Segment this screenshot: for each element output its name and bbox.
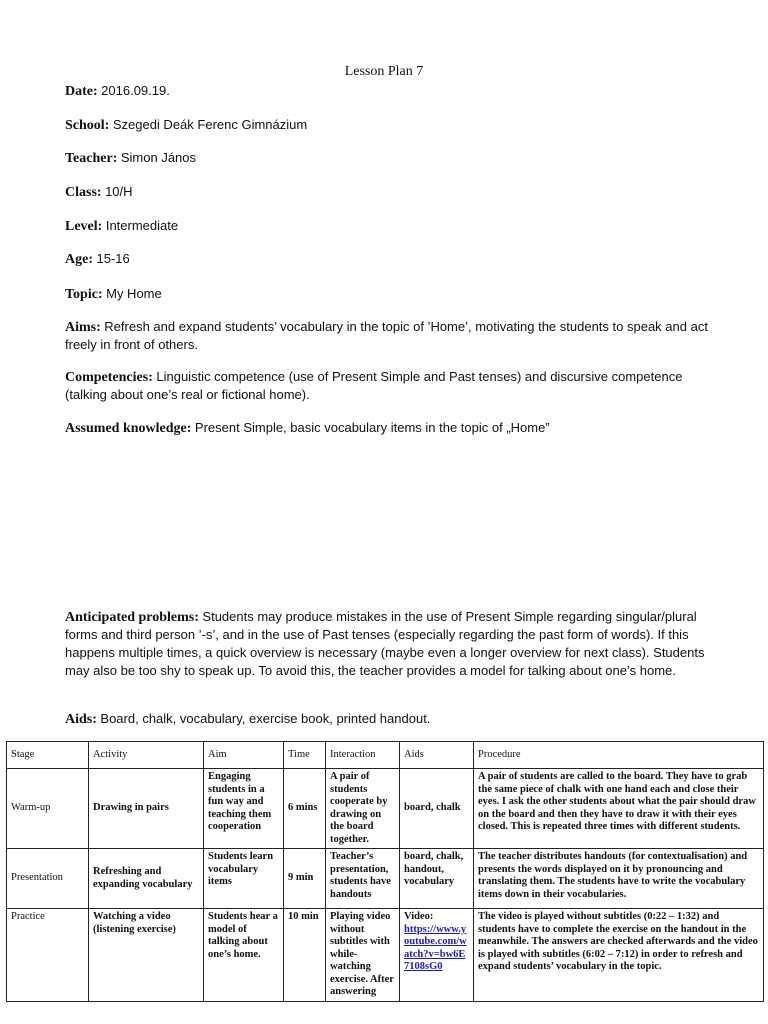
table-row [7,769,764,849]
school-value: Szegedi Deák Ferenc Gimnázium [112,117,308,132]
anticipated-problems-value: Students may produce mistakes in the use of Present Simple regarding singular/plural forms and third person ’-s’, and in the use of Past tenses (especially regarding the past form of words). If this happens multiple times, a quick overview is necessary (maybe even a longer overview for next class). Students may also be too shy to speak up. To avoid this, the teacher provides a model for talking about one’s home. [65,609,705,678]
field-competencies [65,368,715,404]
class-value: 10/H [105,184,133,199]
header-procedure: Procedure [474,742,764,769]
header-time: Time [284,742,326,769]
table-header-row [7,742,764,769]
age-value: 15-16 [96,251,130,266]
cell-time: 10 min [284,909,326,1002]
field-level [65,217,715,235]
aims-value: Refresh and expand students’ vocabulary in the topic of ’Home’, motivating the students to speak and act freely in front of others. [65,319,708,352]
level-value: Intermediate [105,218,179,233]
field-topic [65,285,715,303]
cell-aim: Students learn vocabulary items [204,849,284,909]
cell-stage: Practice [7,909,89,1002]
header-activity: Activity [89,742,204,769]
field-teacher [65,149,715,167]
teacher-value: Simon János [120,150,197,165]
cell-activity: Drawing in pairs [89,769,204,849]
field-class [65,183,715,201]
age-label: Age: [65,252,93,267]
competencies-value: Linguistic competence (use of Present Simple and Past tenses) and discursive competence (talking about one’s real or fictional home). [65,369,683,402]
aims-label: Aims: [65,320,101,335]
cell-stage: Presentation [7,849,89,909]
cell-stage: Warm-up [7,769,89,849]
table-row [7,909,764,1002]
document-title: Lesson Plan 7 [344,64,424,79]
cell-procedure: The teacher distributes handouts (for contextualisation) and presents the words displayed on it by pronouncing and translating them. The students have to write the vocabulary items down in their vocabularies. [474,849,764,909]
cell-activity: Watching a video (listening exercise) [89,909,204,1002]
cell-time: 6 mins [284,769,326,849]
video-label: Video: [404,911,434,922]
cell-procedure: A pair of students are called to the board. They have to grab the same piece of chalk with one hand each and close their eyes. I ask the other students about what the pair should draw on the board and then they have to draw it with their eyes closed. This is repeated three times with different students. [474,769,764,849]
date-value: 2016.09.19. [101,83,170,98]
teacher-label: Teacher: [65,151,118,166]
header-stage: Stage [7,742,89,769]
topic-label: Topic: [65,287,103,302]
cell-aids: board, chalk, handout, vocabulary [400,849,474,909]
field-anticipated-problems [65,608,715,680]
table-row [7,849,764,909]
cell-interaction: Playing video without subtitles with while-watching exercise. After answering [326,909,400,1002]
lesson-table [6,741,764,1002]
field-school [65,116,715,134]
cell-aids: board, chalk [400,769,474,849]
cell-interaction: A pair of students cooperate by drawing on the board together. [326,769,400,849]
competencies-label: Competencies: [65,370,153,385]
anticipated-problems-label: Anticipated problems: [65,610,199,625]
aids-value: Board, chalk, vocabulary, exercise book, printed handout. [100,711,431,726]
date-label: Date: [65,84,98,99]
cell-aids [400,909,474,1002]
school-label: School: [65,118,110,133]
class-label: Class: [65,185,102,200]
header-interaction: Interaction [326,742,400,769]
cell-procedure: The video is played without subtitles (0:22 – 1:32) and students have to complete the exercise on the handout in the meanwhile. The answers are checked afterwards and the video is played with subtitles (6:02 – 7:12) in order to refresh and expand students’ vocabulary in the topic. [474,909,764,1002]
level-label: Level: [65,219,103,234]
cell-activity: Refreshing and expanding vocabulary [89,849,204,909]
field-aids [65,710,715,728]
cell-time: 9 min [284,849,326,909]
field-age [65,250,715,268]
assumed-knowledge-label: Assumed knowledge: [65,421,192,436]
field-aims [65,318,715,354]
video-link[interactable]: https://www.youtube.com/watch?v=bw6E7108sG0 [404,923,467,972]
header-aim: Aim [204,742,284,769]
cell-aim: Engaging students in a fun way and teaching them cooperation [204,769,284,849]
cell-aim: Students hear a model of talking about one’s home. [204,909,284,1002]
assumed-knowledge-value: Present Simple, basic vocabulary items in the topic of „Home” [194,420,550,435]
aids-label: Aids: [65,712,97,727]
cell-interaction: Teacher’s presentation, students have handouts [326,849,400,909]
topic-value: My Home [106,286,162,301]
field-date [65,82,715,100]
header-aids: Aids [400,742,474,769]
field-assumed-knowledge [65,419,715,437]
